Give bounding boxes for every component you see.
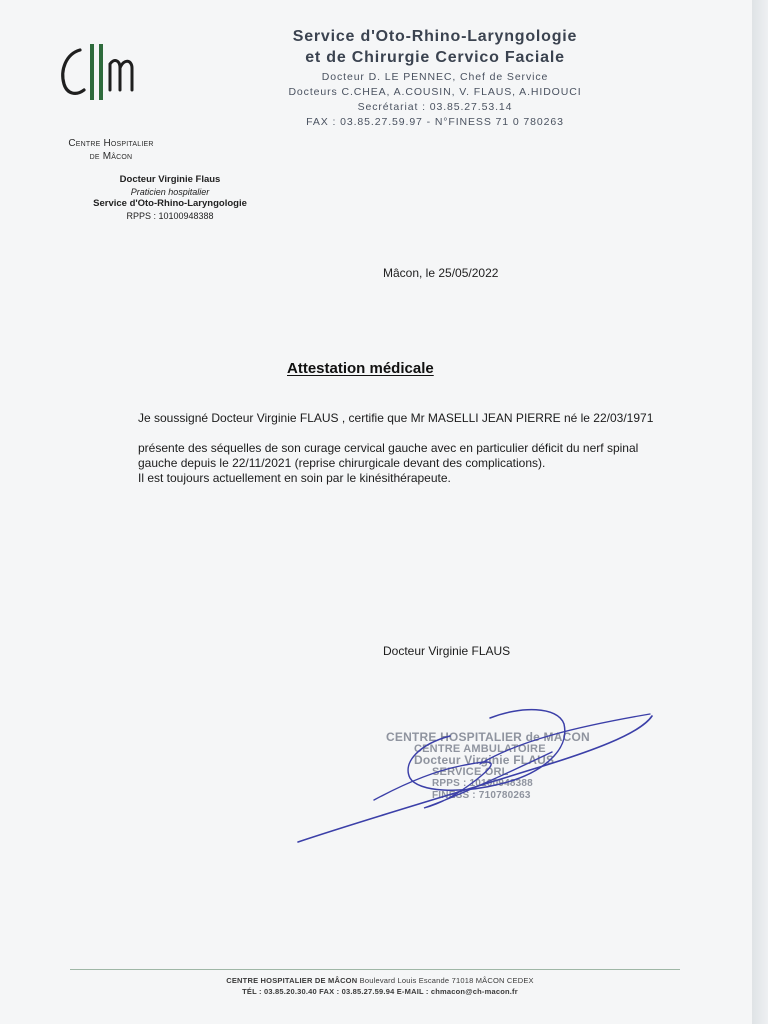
stamp-line4: SERVICE ORL [432,765,509,778]
hospital-name [46,137,176,163]
service-title-line1: Service d'Oto-Rhino-Laryngologie [292,28,578,45]
footer-hospital-name: CENTRE HOSPITALIER DE MÂCON [226,976,358,985]
scan-edge [752,0,768,1024]
doctor-name: Docteur Virginie Flaus [119,174,221,185]
stamp-line2: CENTRE AMBULATOIRE [414,742,546,755]
hospital-name-line2: de Mâcon [89,151,133,162]
secretariat-phone: Secrétariat : 03.85.27.53.14 [357,101,513,113]
footer-address [100,975,660,986]
body-paragraph-3: Il est toujours actuellement en soin par le kinésithérapeute. [138,471,451,485]
fax-finess: FAX : 03.85.27.59.97 - N°FINESS 71 0 780263 [306,116,564,128]
footer-contact: TÉL : 03.85.20.30.40 FAX : 03.85.27.59.94 E-MAIL : chmacon@ch-macon.fr [242,987,518,996]
doctors-list: Docteurs C.CHEA, A.COUSIN, V. FLAUS, A.HIDOUCI [288,86,582,98]
handwritten-signature [290,700,670,850]
doctor-rpps: RPPS : 10100948388 [126,211,214,221]
hospital-name-line1: Centre Hospitalier [68,138,154,149]
service-header [230,26,640,130]
date-line: Mâcon, le 25/05/2022 [383,266,499,280]
body-paragraph-2: présente des séquelles de son curage cervical gauche avec en particulier déficit du nerf spinal gauche depuis le 22/11/2021 (reprise chirurgicale devant des complications). [138,441,639,470]
doctor-info [70,174,270,222]
chief-of-service: Docteur D. LE PENNEC, Chef de Service [321,71,549,83]
signatory-name: Docteur Virginie FLAUS [383,644,511,658]
footer-address-text: Boulevard Louis Escande 71018 MÂCON CEDEX [359,976,534,985]
stamp-line1: CENTRE HOSPITALIER de MACON [386,730,590,744]
document-title: Attestation médicale [287,360,434,377]
doctor-service: Service d'Oto-Rhino-Laryngologie [93,198,247,209]
footer [100,975,660,997]
stamp-line5: RPPS : 10100948388 [432,778,533,789]
hospital-logo [58,40,158,104]
stamp-line6: FINESS : 710780263 [432,789,531,801]
attestation-body [138,411,668,486]
stamp-line3: Docteur Virginie FLAUS [414,753,555,767]
service-title-line2: et de Chirurgie Cervico Faciale [305,49,565,66]
body-paragraph-1: Je soussigné Docteur Virginie FLAUS , certifie que Mr MASELLI JEAN PIERRE né le 22/03/1971 [138,411,654,425]
doctor-role: Praticien hospitalier [130,187,210,197]
footer-divider [70,969,680,970]
